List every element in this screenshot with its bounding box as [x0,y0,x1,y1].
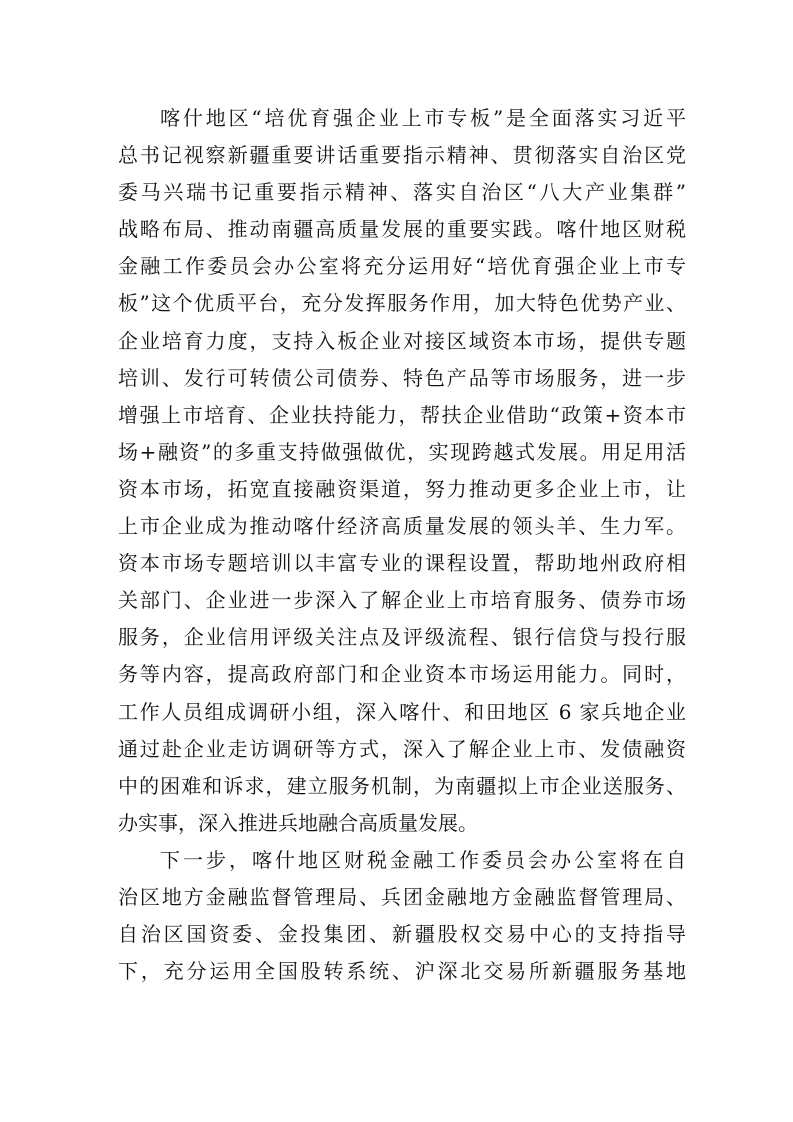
text-line: 中的困难和诉求，建立服务机制，为南疆拟上市企业送服务、 [118,773,686,798]
document-body [118,100,686,990]
text-line: 办实事，深入推进兵地融合高质量发展。 [118,810,478,835]
text-line: 增强上市培育、企业扶持能力，帮扶企业借助“政策+资本市 [118,402,686,427]
text-line: 金融工作委员会办公室将充分运用好“培优育强企业上市专 [118,254,686,279]
paragraph-2 [118,842,686,990]
text-line: 企业培育力度，支持入板企业对接区域资本市场，提供专题 [118,328,686,353]
text-line: 资本市场专题培训以丰富专业的课程设置，帮助地州政府相 [118,551,686,576]
text-line: 治区地方金融监督管理局、兵团金融地方金融监督管理局、 [118,884,686,909]
text-line: 喀什地区“培优育强企业上市专板”是全面落实习近平 [160,106,686,130]
text-line: 总书记视察新疆重要讲话重要指示精神、贯彻落实自治区党 [118,143,686,168]
text-line: 下一步，喀什地区财税金融工作委员会办公室将在自 [160,847,686,872]
text-line: 场+融资”的多重支持做强做优，实现跨越式发展。用足用活 [118,439,686,464]
text-line: 战略布局、推动南疆高质量发展的重要实践。喀什地区财税 [118,217,686,242]
text-line: 下，充分运用全国股转系统、沪深北交易所新疆服务基地 [118,959,686,984]
paragraph-1 [118,100,686,842]
text-line: 委马兴瑞书记重要指示精神、落实自治区“八大产业集群” [118,180,686,205]
text-line: 务等内容，提高政府部门和企业资本市场运用能力。同时， [118,662,686,687]
text-line: 工作人员组成调研小组，深入喀什、和田地区 6 家兵地企业 [118,699,686,724]
text-line: 板”这个优质平台，充分发挥服务作用，加大特色优势产业、 [118,291,686,316]
text-line: 上市企业成为推动喀什经济高质量发展的领头羊、生力军。 [118,514,686,539]
text-line: 关部门、企业进一步深入了解企业上市培育服务、债券市场 [118,588,686,613]
text-line: 自治区国资委、金投集团、新疆股权交易中心的支持指导 [118,922,686,947]
text-line: 资本市场，拓宽直接融资渠道，努力推动更多企业上市，让 [118,476,686,501]
text-line: 通过赴企业走访调研等方式，深入了解企业上市、发债融资 [118,736,686,761]
text-line: 培训、发行可转债公司债券、特色产品等市场服务，进一步 [118,365,686,390]
text-line: 服务，企业信用评级关注点及评级流程、银行信贷与投行服 [118,625,686,650]
